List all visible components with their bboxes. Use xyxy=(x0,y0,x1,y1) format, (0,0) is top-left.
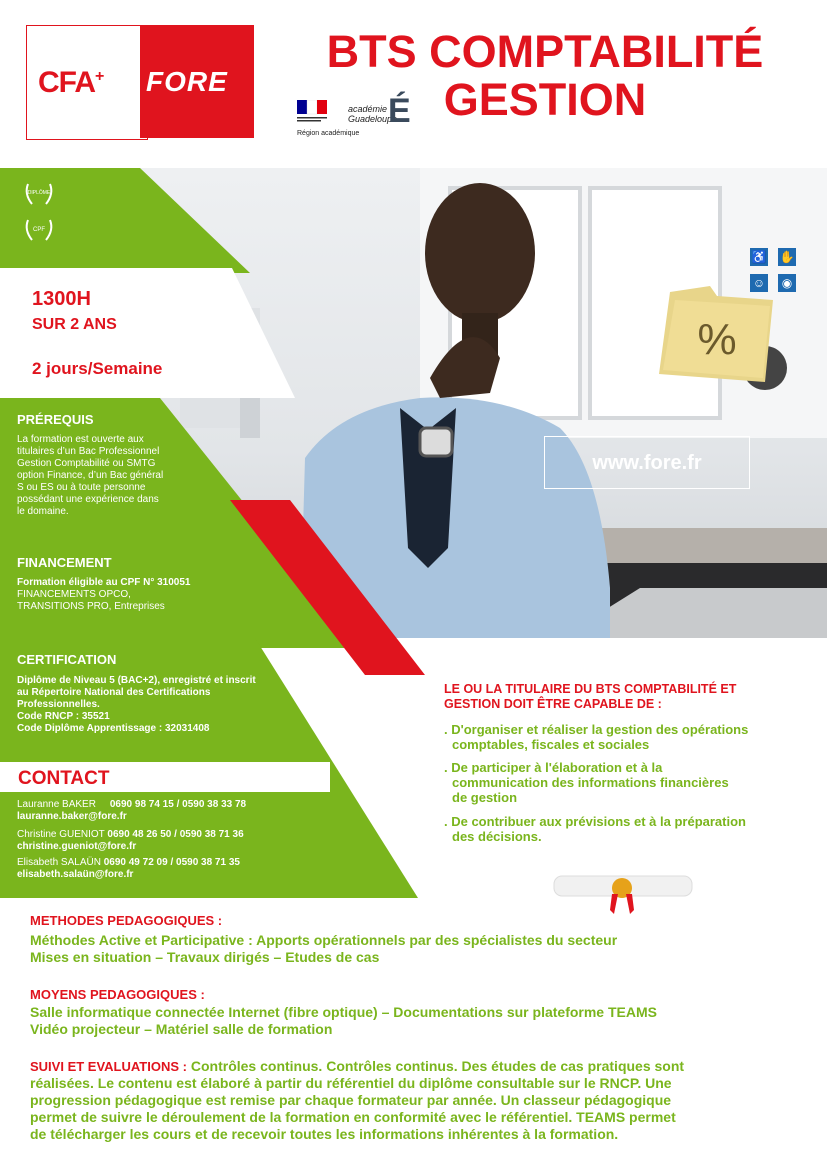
marianne-logo-icon xyxy=(297,100,337,126)
capable-title: LE OU LA TITULAIRE DU BTS COMPTABILITÉ ET GESTION DOIT ÊTRE CAPABLE DE : xyxy=(444,682,737,711)
suivi-text: SUIVI ET EVALUATIONS : Contrôles continus. Contrôles continus. Des études de cas pratiques sont réalisées. Le contenu est élaboré à partir du référentiel du diplôme consultable sur le RNCP. Une progression pédagogique est remise par chaque formateur par année. Un classeur pédagogique permet de suivre le déroulement de la formation en conformité avec le référentiel. TEAMS permet de télécharger les cours et de recevoir toutes les informations inhérentes à la formation. xyxy=(30,1058,685,1142)
financement-title: FINANCEMENT xyxy=(17,555,112,570)
moyens-text: Salle informatique connectée Internet (fibre optique) – Documentations sur plateforme TEAMS Vidéo projecteur – Matériel salle de formation xyxy=(30,1004,657,1037)
certification-text: Diplôme de Niveau 5 (BAC+2), enregistré et inscrit au Répertoire National des Certifications Professionnelles. Code RNCP : 35521 Code Diplôme Apprentissage : 32031408 xyxy=(17,675,256,734)
wheelchair-icon: ♿ xyxy=(751,250,767,264)
visual-icon: ◉ xyxy=(778,274,796,292)
capable-item: . D'organiser et réaliser la gestion des opérations comptables, fiscales et sociales xyxy=(444,722,749,752)
suivi-title: SUIVI ET EVALUATIONS : xyxy=(30,1059,187,1074)
prerequis-title: PRÉREQUIS xyxy=(17,412,94,427)
contact-email[interactable]: lauranne.baker@fore.fr xyxy=(17,811,127,822)
academie-letter: É xyxy=(388,92,411,130)
region-text: Région académique xyxy=(297,130,360,137)
capable-item: . De participer à l'élaboration et à la communication des informations financières de gestion xyxy=(444,760,729,805)
contact-email[interactable]: christine.gueniot@fore.fr xyxy=(17,841,137,852)
contact-email[interactable]: elisabeth.salaün@fore.fr xyxy=(17,869,134,880)
duration-hours: 1300H xyxy=(32,288,91,310)
duration-rhythm: 2 jours/Semaine xyxy=(32,359,163,378)
capable-item: . De contribuer aux prévisions et à la préparation des décisions. xyxy=(444,814,746,844)
contact-person: Elisabeth SALAÜN 0690 49 72 09 / 0590 38 71 35 xyxy=(17,857,240,868)
logo-cfa: CFA+ xyxy=(38,66,104,99)
moyens-title: MOYENS PEDAGOGIQUES : xyxy=(30,987,205,1002)
certification-title: CERTIFICATION xyxy=(17,652,117,667)
academie-text: académie Guadeloupe xyxy=(348,104,398,124)
duration-years: SUR 2 ANS xyxy=(32,316,117,333)
laurel-badge-icon xyxy=(22,180,56,208)
svg-text:CPF: CPF xyxy=(33,227,45,233)
website-link[interactable]: www.fore.fr xyxy=(544,436,750,489)
diploma-scroll-icon xyxy=(552,870,694,920)
page-title: BTS COMPTABILITÉ GESTION xyxy=(326,26,764,125)
hearing-icon: ✋ xyxy=(779,250,795,264)
logo-fore: FORE xyxy=(146,66,228,97)
laurel-cpf-icon xyxy=(22,216,56,244)
financement-text: Formation éligible au CPF N° 310051 FINANCEMENTS OPCO, TRANSITIONS PRO, Entreprises xyxy=(17,577,191,612)
contact-list xyxy=(17,799,317,881)
folder-percent-icon xyxy=(655,282,785,392)
svg-text:DIPLÔME: DIPLÔME xyxy=(27,190,51,196)
contact-person: Christine GUENIOT 0690 48 26 50 / 0590 38 71 36 xyxy=(17,829,244,840)
svg-text:%: % xyxy=(697,315,737,364)
contact-person: Lauranne BAKER 0690 98 74 15 / 0590 38 33 78 xyxy=(17,799,247,810)
cognitive-icon: ☺ xyxy=(750,274,768,292)
methodes-title: METHODES PEDAGOGIQUES : xyxy=(30,913,223,928)
contact-title: CONTACT xyxy=(18,768,110,789)
prerequis-text: La formation est ouverte aux titulaires d’un Bac Professionnel Gestion Comptabilité ou SMTG option Finance, d’un Bac général S ou ES ou à toute personne possédant une expérience dans le domaine. xyxy=(17,434,164,517)
methodes-text: Méthodes Active et Participative : Apports opérationnels par des spécialistes du secteur Mises en situation – Travaux dirigés – Etudes de cas xyxy=(30,932,618,965)
